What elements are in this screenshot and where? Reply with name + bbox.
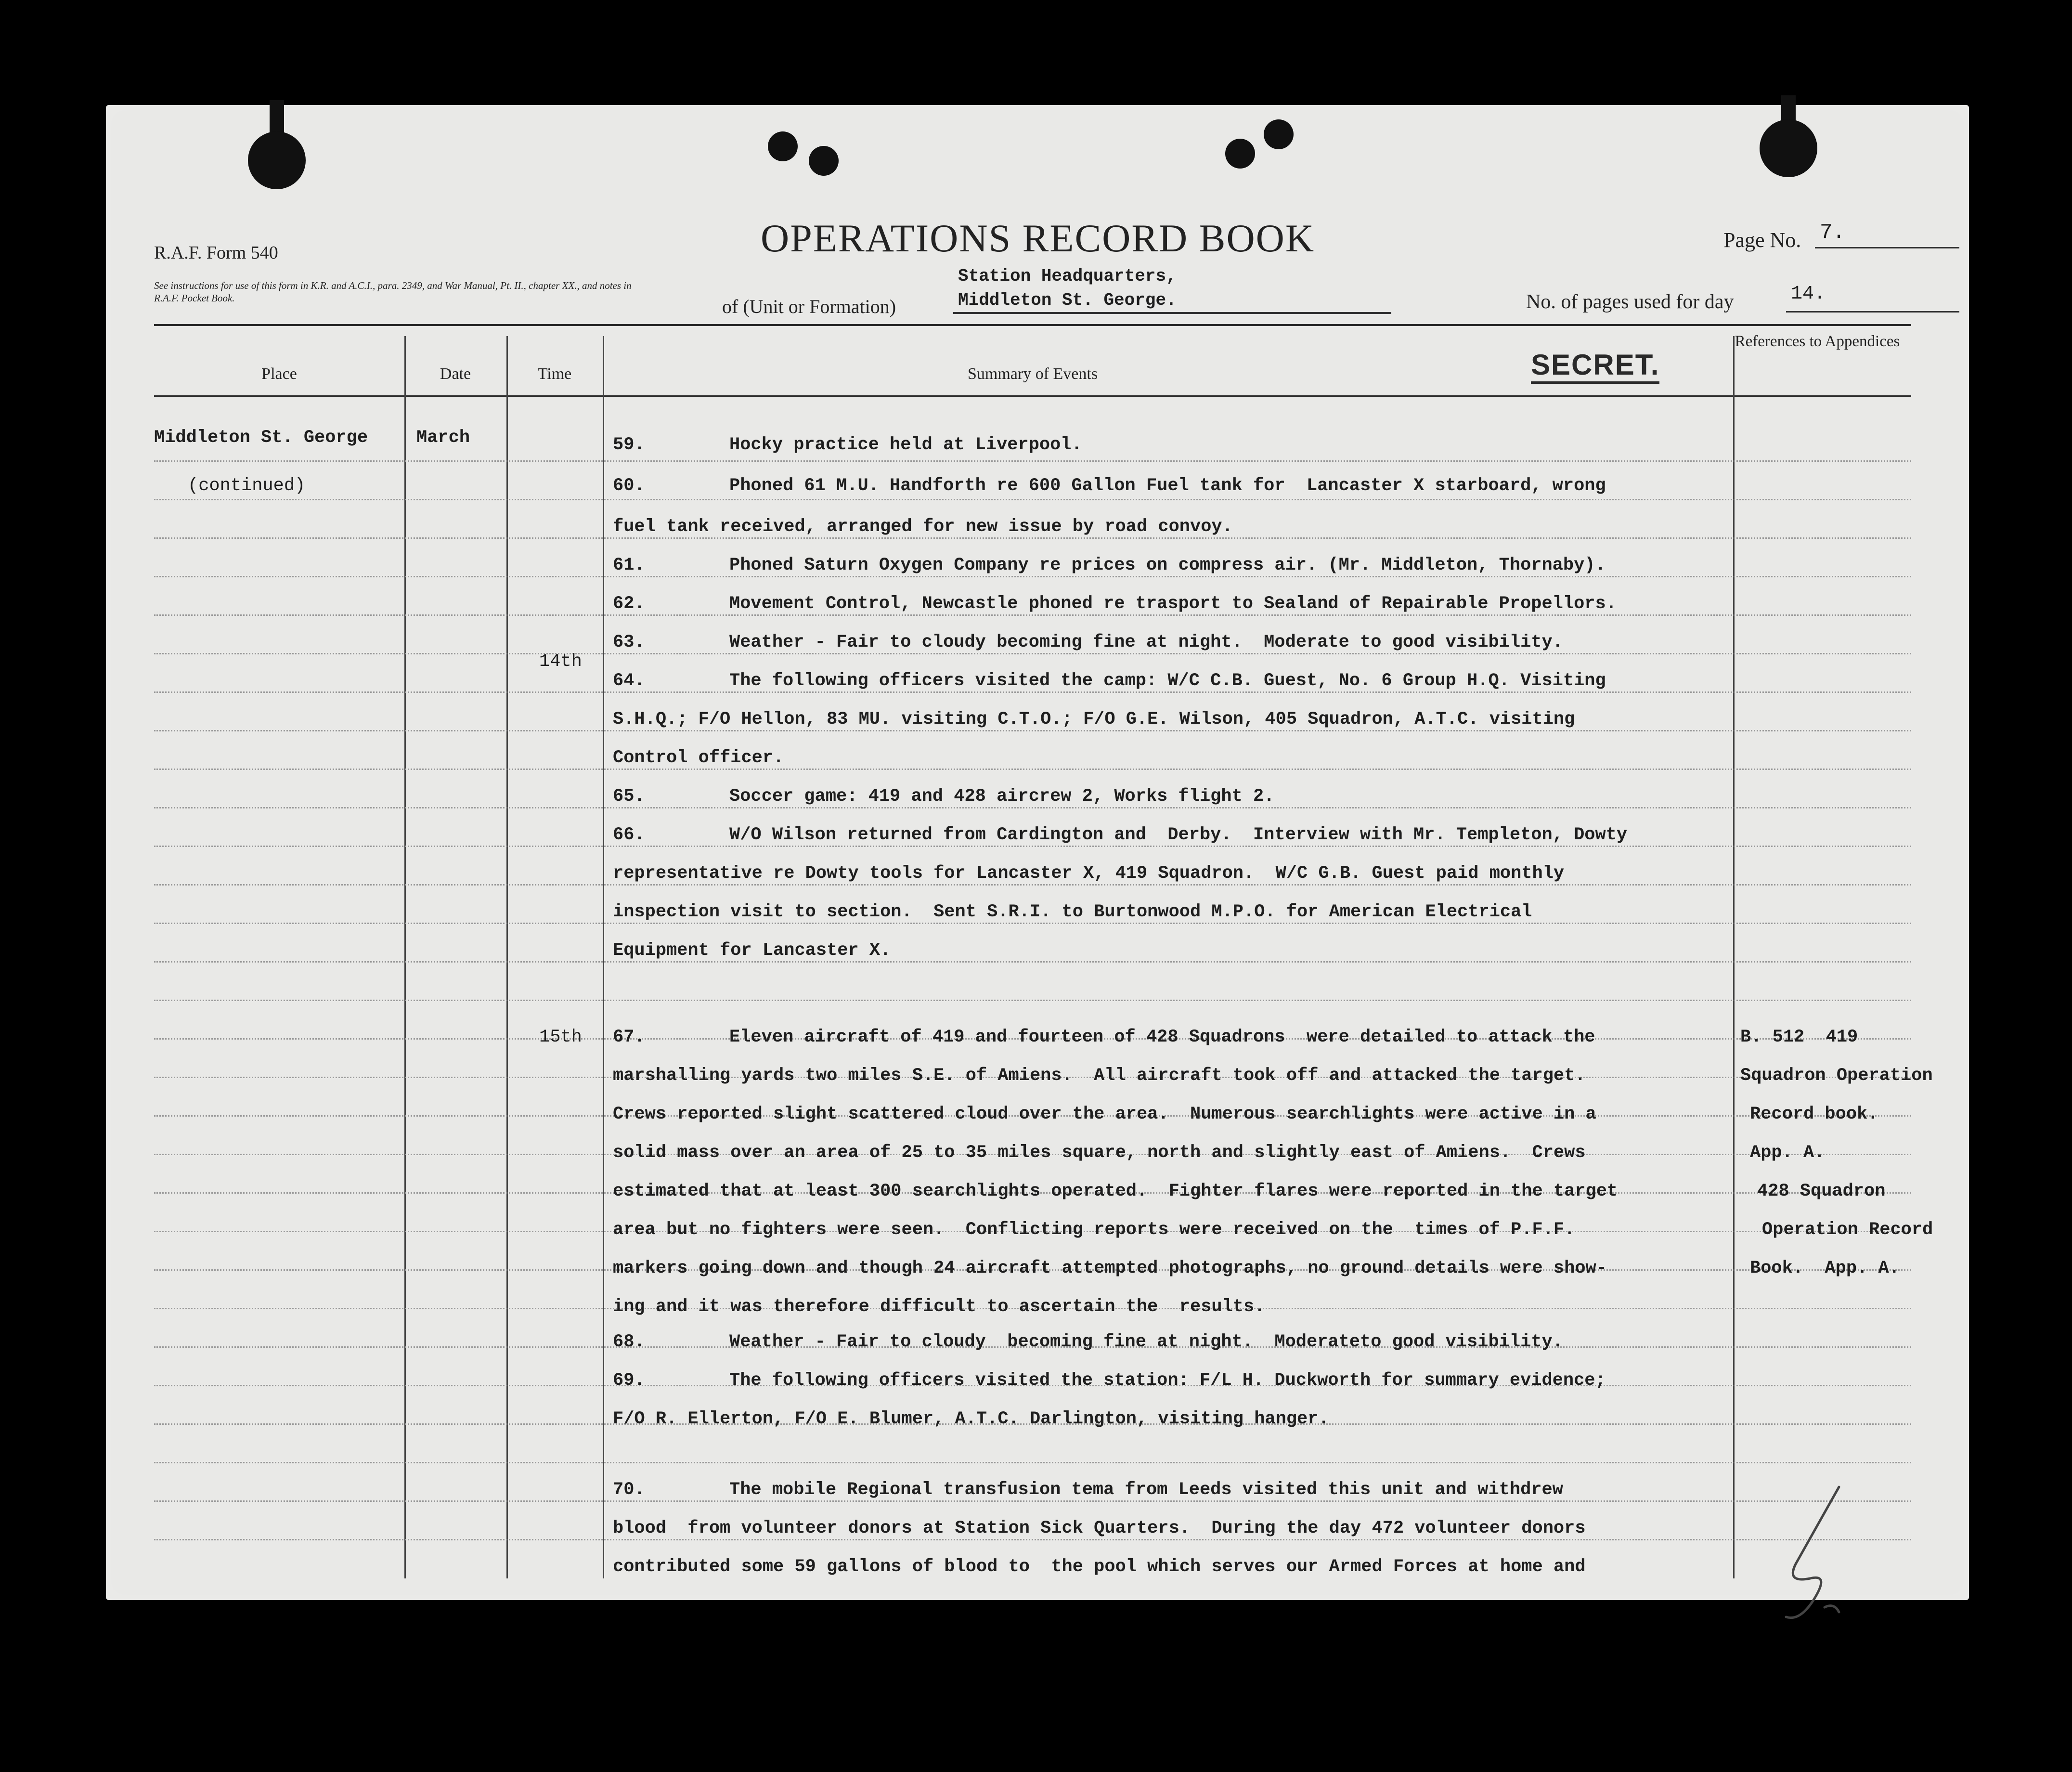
entry-text: The mobile Regional transfusion tema from Leeds visited this unit and withdrew	[729, 1480, 1563, 1500]
form-instructions: See instructions for use of this form in K.R. and A.C.I., para. 2349, and War Manual, Pt. II., chapter XX., and notes in R.A.F. Pocket Book.	[154, 280, 632, 304]
entry-text: Crews reported slight scattered cloud over the area. Numerous searchlights were active in a	[613, 1104, 1596, 1124]
column-header-place: Place	[261, 365, 297, 383]
entry-text: solid mass over an area of 25 to 35 miles square, north and slightly east of Amiens. Crews	[613, 1143, 1586, 1163]
entry-number: 61.	[613, 555, 645, 575]
pages-used-label: No. of pages used for day	[1526, 291, 1734, 313]
time-entry-14th: 14th	[539, 651, 582, 672]
handwritten-signature	[1767, 1482, 1863, 1636]
entry-text: marshalling yards two miles S.E. of Amiens. All aircraft took off and attacked the target.	[613, 1066, 1586, 1086]
page-number-underline	[1815, 247, 1959, 248]
entry-text: contributed some 59 gallons of blood to the pool which serves our Armed Forces at home and	[613, 1557, 1586, 1577]
entry-number: 62.	[613, 594, 645, 614]
column-header-summary: Summary of Events	[968, 365, 1098, 383]
punch-hole	[1225, 139, 1255, 169]
entry-text: Phoned 61 M.U. Handforth re 600 Gallon Fuel tank for Lancaster X starboard, wrong	[729, 476, 1606, 496]
reference-text: Squadron Operation	[1740, 1066, 1933, 1086]
entry-text: Weather - Fair to cloudy becoming fine at night. Moderate to good visibility.	[729, 632, 1563, 652]
unit-underline	[953, 312, 1391, 314]
column-header-date: Date	[440, 365, 471, 383]
punch-hole-right	[1760, 119, 1817, 177]
table-header-rule	[154, 395, 1911, 397]
entry-text: inspection visit to section. Sent S.R.I. to Burtonwood M.P.O. for American Electrical	[613, 902, 1532, 922]
entry-text: Movement Control, Newcastle phoned re trasport to Sealand of Repairable Propellors.	[729, 594, 1617, 614]
column-divider	[603, 336, 604, 1578]
entry-text: W/O Wilson returned from Cardington and Derby. Interview with Mr. Templeton, Dowty	[729, 825, 1628, 845]
unit-label: of (Unit or Formation)	[722, 296, 896, 317]
entry-text: Soccer game: 419 and 428 aircrew 2, Works flight 2.	[729, 786, 1275, 807]
entry-number: 60.	[613, 476, 645, 496]
entry-number: 59.	[613, 435, 645, 455]
entry-number: 64.	[613, 671, 645, 691]
page-number-label: Page No.	[1723, 228, 1801, 252]
column-divider	[1733, 336, 1735, 1578]
page-title: OPERATIONS RECORD BOOK	[761, 216, 1315, 260]
reference-text: 428 Squadron	[1757, 1181, 1886, 1201]
reference-text: B. 512 419	[1740, 1027, 1858, 1047]
unit-name-line1: Station Headquarters,	[958, 266, 1177, 286]
entry-text: representative re Dowty tools for Lancaster X, 419 Squadron. W/C G.B. Guest paid monthly	[613, 863, 1565, 884]
column-header-time: Time	[537, 365, 572, 383]
entry-text: estimated that at least 300 searchlights operated. Fighter flares were reported in the target	[613, 1181, 1618, 1201]
reference-text: App. A.	[1750, 1143, 1825, 1163]
entry-text: Weather - Fair to cloudy becoming fine at night. Moderateto good visibility.	[729, 1332, 1563, 1352]
punch-hole	[768, 131, 798, 161]
record-page	[106, 105, 1969, 1600]
reference-text: Record book.	[1750, 1104, 1878, 1124]
date-entry: March	[416, 428, 470, 448]
secret-stamp: SECRET.	[1531, 348, 1659, 384]
column-divider	[506, 336, 508, 1578]
punch-hole	[809, 146, 839, 176]
entry-number: 67.	[613, 1027, 645, 1047]
entry-text: S.H.Q.; F/O Hellon, 83 MU. visiting C.T.O.; F/O G.E. Wilson, 405 Squadron, A.T.C. visiting	[613, 709, 1575, 730]
entry-text: fuel tank received, arranged for new issue by road convoy.	[613, 517, 1233, 537]
entry-text: Equipment for Lancaster X.	[613, 940, 891, 961]
entry-text: F/O R. Ellerton, F/O E. Blumer, A.T.C. Darlington, visiting hanger.	[613, 1409, 1329, 1429]
punch-hole-left	[248, 131, 306, 189]
column-header-references: References to Appendices	[1735, 333, 1900, 350]
reference-text: Book. App. A.	[1750, 1258, 1900, 1278]
reference-text: Operation Record	[1762, 1220, 1933, 1240]
entry-number: 65.	[613, 786, 645, 807]
pages-used-value: 14.	[1791, 283, 1826, 305]
entry-text: ing and it was therefore difficult to ascertain the results.	[613, 1297, 1265, 1317]
form-number: R.A.F. Form 540	[154, 243, 278, 263]
entry-text: The following officers visited the camp: W/C C.B. Guest, No. 6 Group H.Q. Visiting	[729, 671, 1606, 691]
entry-number: 66.	[613, 825, 645, 845]
place-entry: Middleton St. George	[154, 428, 368, 448]
entry-text: markers going down and though 24 aircraft attempted photographs, no ground details were show-	[613, 1258, 1607, 1278]
entry-number: 69.	[613, 1370, 645, 1391]
unit-name-line2: Middleton St. George.	[958, 290, 1177, 310]
entry-text: Phoned Saturn Oxygen Company re prices on compress air. (Mr. Middleton, Thornaby).	[729, 555, 1606, 575]
place-continued: (continued)	[188, 476, 306, 496]
entry-text: The following officers visited the station: F/L H. Duckworth for summary evidence;	[729, 1370, 1606, 1391]
entry-number: 63.	[613, 632, 645, 652]
entry-text: Eleven aircraft of 419 and fourteen of 428 Squadrons were detailed to attack the	[729, 1027, 1595, 1047]
entry-text: area but no fighters were seen. Conflicting reports were received on the times of P.F.F.	[613, 1220, 1575, 1240]
entry-number: 70.	[613, 1480, 645, 1500]
punch-hole	[1264, 119, 1294, 149]
table-top-rule	[154, 324, 1911, 326]
pages-used-underline	[1786, 311, 1959, 313]
time-entry-15th: 15th	[539, 1027, 582, 1047]
entry-text: Hocky practice held at Liverpool.	[729, 435, 1082, 455]
column-divider	[404, 336, 406, 1578]
entry-text: blood from volunteer donors at Station Sick Quarters. During the day 472 volunteer donors	[613, 1518, 1586, 1538]
entry-number: 68.	[613, 1332, 645, 1352]
entry-text: Control officer.	[613, 748, 784, 768]
page-number-value: 7.	[1820, 221, 1845, 245]
